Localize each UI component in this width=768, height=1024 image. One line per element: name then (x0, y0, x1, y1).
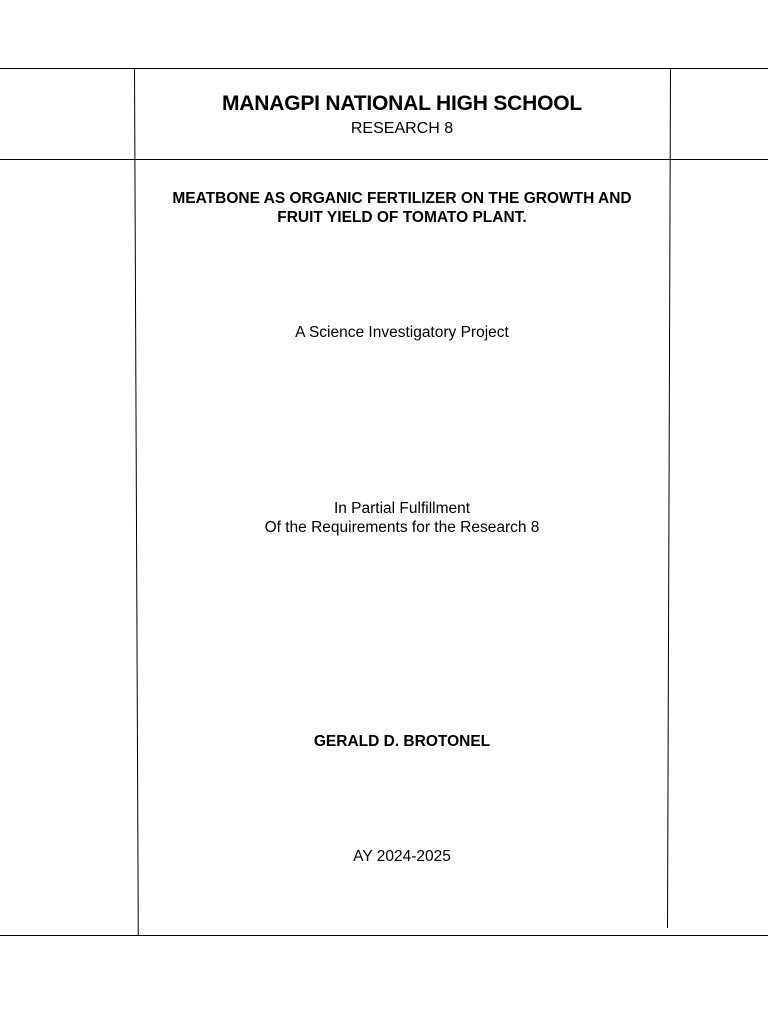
subject-label: RESEARCH 8 (350, 120, 454, 137)
academic-year: AY 2024-2025 (353, 848, 451, 865)
header-divider-line (0, 159, 768, 160)
fulfillment-line-1: In Partial Fulfillment (333, 500, 471, 517)
fulfillment-line-2: Of the Requirements for the Research 8 (264, 519, 540, 536)
top-border-line (0, 68, 768, 69)
author-name: GERALD D. BROTONEL (313, 733, 491, 750)
fulfillment-statement (134, 499, 670, 537)
project-type: A Science Investigatory Project (295, 324, 509, 341)
bottom-border-line (0, 935, 768, 936)
school-name: MANAGPI NATIONAL HIGH SCHOOL (222, 92, 582, 115)
project-title: MEATBONE AS ORGANIC FERTILIZER ON THE GROWTH AND FRUIT YIELD OF TOMATO PLANT. (172, 190, 632, 226)
